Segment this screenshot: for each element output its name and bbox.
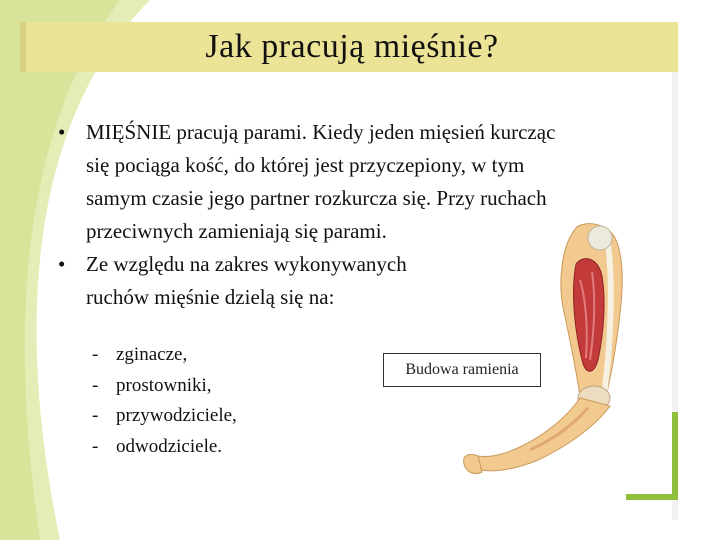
list-item-label: prostowniki,	[116, 374, 212, 396]
list-item	[92, 401, 332, 432]
list-dash: -	[92, 374, 99, 396]
corner-accent-vertical	[672, 412, 678, 500]
image-caption: Budowa ramienia	[383, 353, 541, 387]
bullet-line: przeciwnych zamieniają się parami.	[86, 219, 387, 243]
bullet-marker: •	[58, 120, 66, 144]
list-item-label: zginacze,	[116, 344, 188, 365]
corner-accent-horizontal	[626, 494, 678, 500]
bullet-marker: •	[58, 252, 66, 276]
list-dash: -	[92, 344, 99, 365]
list-dash: -	[92, 435, 99, 457]
title-bar	[20, 22, 678, 72]
bullet-line: MIĘŚNIE pracują parami. Kiedy jeden mięsień kurcząc	[86, 120, 556, 144]
bullet-line: ruchów mięśnie dzielą się na:	[86, 285, 335, 309]
list-item	[92, 432, 332, 463]
bullet-line: Ze względu na zakres wykonywanych	[86, 252, 407, 276]
list-item-label: przywodziciele,	[116, 405, 237, 426]
list-item	[92, 340, 332, 371]
list-item-label: odwodziciele.	[116, 435, 223, 457]
slide-title: Jak pracują mięśnie?	[205, 28, 499, 65]
list-item	[92, 371, 332, 402]
bullet-line: samym czasie jego partner rozkurcza się. Przy ruchach	[86, 186, 547, 210]
muscle-types-list	[92, 340, 332, 462]
bullet-line: się pociąga kość, do której jest przyczepiony, w tym	[86, 153, 525, 177]
list-dash: -	[92, 405, 99, 426]
arm-anatomy-illustration	[460, 220, 660, 480]
